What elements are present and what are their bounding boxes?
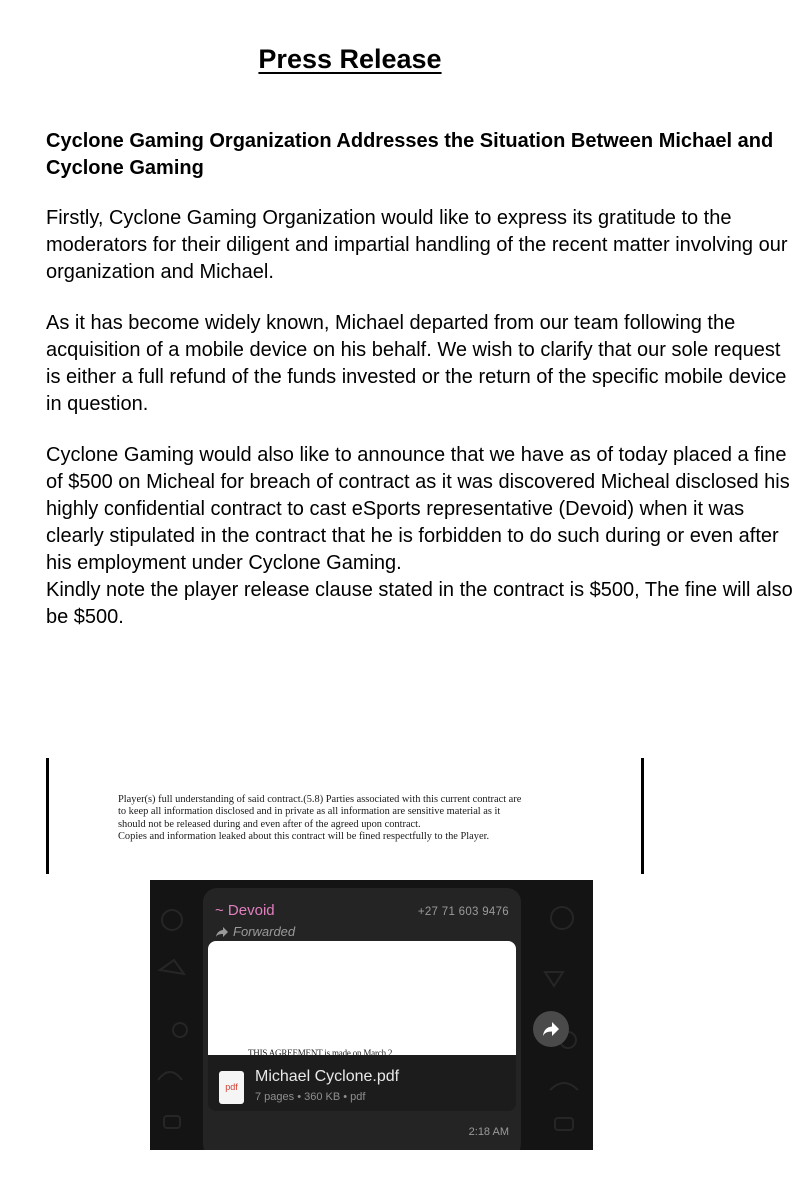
paragraph-departure: As it has become widely known, Michael departed from our team following the acquisition of a mobile device on his behalf. We wish to clarify that our sole request is either a full refund of the funds invested or the return of the specific mobile device in question. xyxy=(46,312,787,415)
contract-line: should not be released during and even after of the agreed upon contract. xyxy=(118,818,421,830)
contract-line: Copies and information leaked about this contract will be fined respectfully to the Player. xyxy=(118,831,490,843)
headline: Cyclone Gaming Organization Addresses the Situation Between Michael and Cyclone Gaming xyxy=(46,130,774,179)
document-preview[interactable] xyxy=(208,941,516,1055)
forwarded-label xyxy=(215,924,295,939)
file-meta: 7 pages • 360 KB • pdf xyxy=(255,1091,366,1103)
forward-button[interactable] xyxy=(533,1011,569,1047)
forward-arrow-icon xyxy=(215,926,229,938)
paragraph-release-clause: Kindly note the player release clause stated in the contract is $500, The fine will also be $500. xyxy=(46,579,793,628)
sender-phone: +27 71 603 9476 xyxy=(417,906,509,918)
contract-line: Player(s) full understanding of said contract.(5.8) Parties associated with this current contract are xyxy=(118,794,522,805)
paragraph-fine: Cyclone Gaming would also like to announce that we have as of today placed a fine of $500 on Micheal for breach of contract as it was discovered Micheal disclosed his highly confidential contract to cast eSports representative (Devoid) when it was clearly stipulated in the contract that he is forbidden to do such during or even after his employment under Cyclone Gaming. xyxy=(46,444,790,574)
file-name: Michael Cyclone.pdf xyxy=(255,1068,400,1085)
press-release-body xyxy=(46,128,798,655)
contract-line: to keep all information disclosed and in private as all information are sensitive material as it xyxy=(118,806,501,818)
message-bubble[interactable] xyxy=(203,888,521,1150)
paragraph-gratitude: Firstly, Cyclone Gaming Organization would like to express its gratitude to the moderators for their diligent and impartial handling of the recent matter involving our organization and Michael. xyxy=(46,207,788,283)
contract-excerpt xyxy=(46,758,644,874)
left-border xyxy=(46,758,49,874)
press-release-title: Press Release xyxy=(258,44,442,74)
preview-text: THIS AGREEMENT is made on March 2 xyxy=(248,1048,393,1055)
file-attachment[interactable] xyxy=(208,1055,516,1111)
pdf-file-icon: pdf xyxy=(219,1071,244,1104)
sender-name[interactable]: ~ Devoid xyxy=(215,902,275,919)
chat-screenshot xyxy=(150,880,593,1150)
forwarded-text: Forwarded xyxy=(233,924,296,939)
contract-clause-text xyxy=(118,794,588,844)
right-border xyxy=(641,758,644,874)
share-arrow-icon xyxy=(542,1021,560,1037)
message-time: 2:18 AM xyxy=(468,1126,509,1138)
